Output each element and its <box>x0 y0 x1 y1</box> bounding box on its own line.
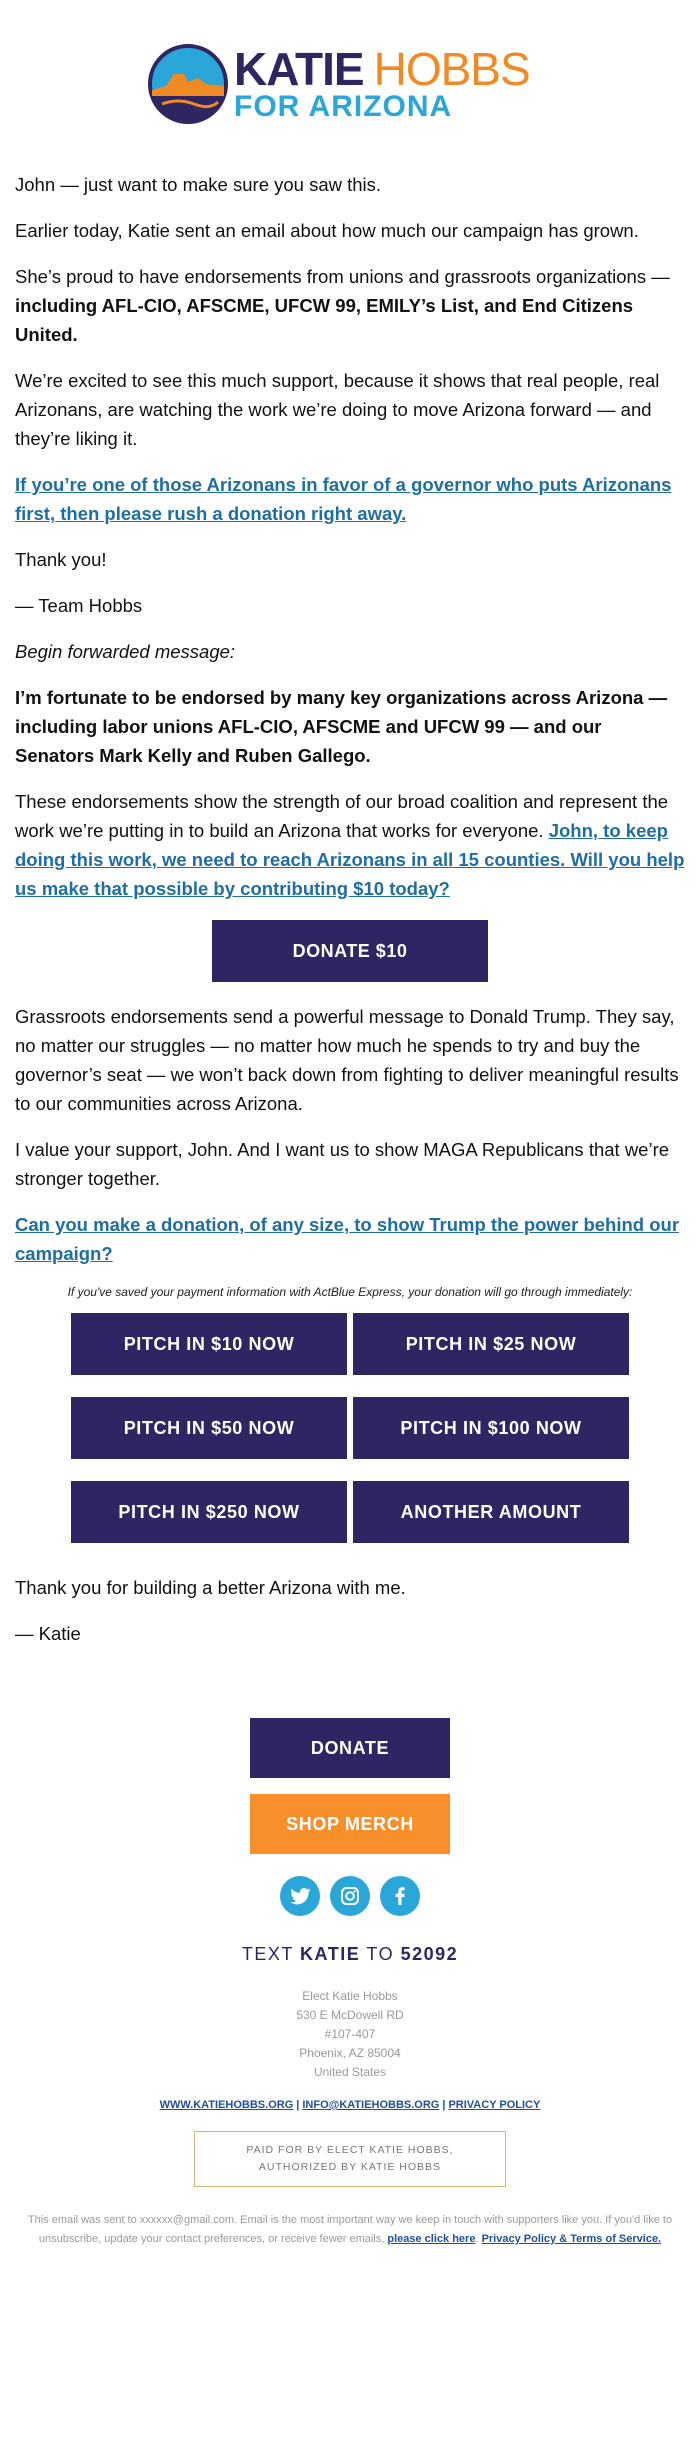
paragraph-intro: John — just want to make sure you saw this. <box>15 174 382 195</box>
paragraph-endorsements <box>15 262 685 349</box>
donation-link-governor[interactable]: If you’re one of those Arizonans in favor of a governor who puts Arizonans first, then please rush a donation right away. <box>15 474 672 524</box>
paragraph-trump-message: Grassroots endorsements send a powerful message to Donald Trump. They say, no matter our struggles — no matter how much he spends to try and buy the governor’s seat — we won’t back down from fighting to deliver meaningful results to our communities across Arizona. <box>15 1006 679 1114</box>
address-line: 530 E McDowell RD <box>296 2008 404 2022</box>
actblue-note: If you've saved your payment information with ActBlue Express, your donation will go through immediately: <box>67 1285 633 1299</box>
arizona-badge-icon <box>148 44 228 124</box>
text-mid: TO <box>360 1944 401 1964</box>
twitter-icon[interactable] <box>280 1876 320 1916</box>
paragraph-link-any-size <box>15 1210 685 1268</box>
coalition-text: These endorsements show the strength of our broad coalition and represent the work we’re putting in to build an Arizona that works for everyone. <box>15 791 669 841</box>
website-link[interactable]: WWW.KATIEHOBBS.ORG <box>159 2099 294 2111</box>
paragraph-value-support: I value your support, John. And I want us to show MAGA Republicans that we’re stronger together. <box>15 1139 670 1189</box>
paid-line-1: PAID FOR BY ELECT KATIE HOBBS, <box>246 2144 454 2156</box>
logo-last-name: HOBBS <box>373 43 530 95</box>
pitch-250-button[interactable]: PITCH IN $250 NOW <box>71 1481 347 1543</box>
footer-donate-button[interactable]: DONATE <box>250 1718 450 1778</box>
donation-link-counties[interactable]: John, to keep doing this work, we need to reach Arizonans in all 15 counties. Will you help us make that possible by contributing $10 today? <box>15 820 685 899</box>
paragraph-signoff-katie: — Katie <box>15 1623 81 1644</box>
text-number: 52092 <box>400 1944 459 1964</box>
paragraph-thanks: Thank you! <box>15 549 107 570</box>
privacy-policy-link[interactable]: PRIVACY POLICY <box>448 2099 541 2111</box>
logo-subtitle: FOR ARIZONA <box>234 90 453 123</box>
address-line: #107-407 <box>324 2027 376 2041</box>
terms-link[interactable]: Privacy Policy & Terms of Service. <box>481 2233 662 2245</box>
address-line: Elect Katie Hobbs <box>302 1989 398 2003</box>
social-links <box>0 1876 700 1916</box>
address-line: Phoenix, AZ 85004 <box>299 2046 401 2060</box>
paid-line-2: AUTHORIZED BY KATIE HOBBS <box>258 2161 442 2173</box>
paragraph-link-donate <box>15 470 685 528</box>
paid-for-disclaimer <box>194 2131 506 2187</box>
pitch-button-grid <box>71 1313 629 1543</box>
address-line: United States <box>313 2065 387 2079</box>
endorsements-text: She’s proud to have endorsements from unions and grassroots organizations — <box>15 266 670 287</box>
footer-links <box>0 2099 700 2111</box>
email-body <box>0 170 700 1648</box>
another-amount-button[interactable]: ANOTHER AMOUNT <box>353 1481 629 1543</box>
donation-link-any-size[interactable]: Can you make a donation, of any size, to show Trump the power behind our campaign? <box>15 1214 680 1264</box>
mailing-address <box>0 1987 700 2082</box>
donate-10-button[interactable]: DONATE $10 <box>212 920 488 982</box>
paragraph-earlier: Earlier today, Katie sent an email about how much our campaign has grown. <box>15 220 639 241</box>
paragraph-thank-you-building: Thank you for building a better Arizona with me. <box>15 1577 406 1598</box>
facebook-icon[interactable] <box>380 1876 420 1916</box>
pitch-50-button[interactable]: PITCH IN $50 NOW <box>71 1397 347 1459</box>
shop-merch-button[interactable]: SHOP MERCH <box>250 1794 450 1854</box>
footer-buttons <box>0 1718 700 1854</box>
text-prefix: TEXT <box>241 1944 301 1964</box>
campaign-logo[interactable] <box>148 44 560 128</box>
unsubscribe-link[interactable]: please click here <box>387 2233 476 2245</box>
logo-name <box>234 43 530 95</box>
email-header <box>0 0 700 170</box>
endorsements-list: including AFL-CIO, AFSCME, UFCW 99, EMILY’s List, and End Citizens United. <box>15 295 634 345</box>
link-separator: | <box>442 2099 446 2111</box>
paragraph-excited: We’re excited to see this much support, because it shows that real people, real Arizonans, are watching the work we’re doing to move Arizona forward — and they’re liking it. <box>15 370 660 449</box>
donate-10-wrapper <box>15 920 685 982</box>
text-keyword: KATIE <box>300 1944 361 1964</box>
unsubscribe-fineprint <box>20 2211 680 2249</box>
pitch-25-button[interactable]: PITCH IN $25 NOW <box>353 1313 629 1375</box>
pitch-100-button[interactable]: PITCH IN $100 NOW <box>353 1397 629 1459</box>
email-link[interactable]: INFO@KATIEHOBBS.ORG <box>302 2099 440 2111</box>
link-separator: | <box>296 2099 300 2111</box>
paragraph-coalition <box>15 787 685 903</box>
text-to-join <box>0 1944 700 1965</box>
paragraph-fortunate: I’m fortunate to be endorsed by many key organizations across Arizona — including labor unions AFL-CIO, AFSCME and UFCW 99 — and our Senators Mark Kelly and Ruben Gallego. <box>15 687 668 766</box>
pitch-10-button[interactable]: PITCH IN $10 NOW <box>71 1313 347 1375</box>
paragraph-signoff-team: — Team Hobbs <box>15 595 143 616</box>
fineprint-separator: . <box>475 2233 482 2245</box>
logo-first-name: KATIE <box>234 43 364 95</box>
fineprint-text: This email was sent to xxxxxx@gmail.com. Email is the most important way we keep in touch with supporters like you. If you'd like to unsubscribe, update your contact preferences, or receive fewer emails, <box>27 2214 673 2245</box>
instagram-icon[interactable] <box>330 1876 370 1916</box>
forwarded-label: Begin forwarded message: <box>15 641 236 662</box>
